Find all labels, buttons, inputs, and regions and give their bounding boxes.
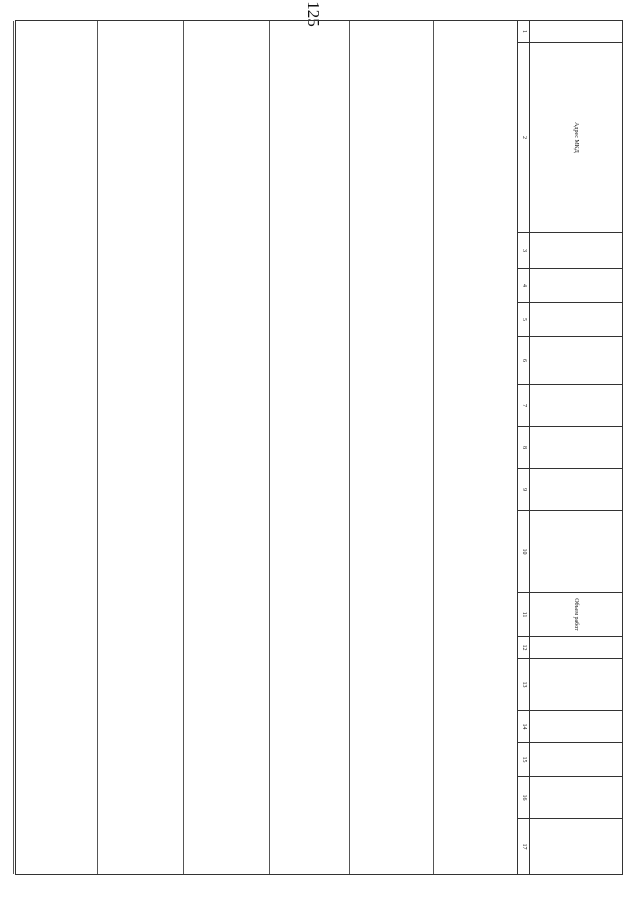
column-number: 12 xyxy=(518,637,530,659)
document-table xyxy=(15,20,623,875)
page-number: 125 xyxy=(303,1,323,27)
column-number: 8 xyxy=(518,427,530,469)
header-cell xyxy=(530,303,622,337)
header-cell xyxy=(530,819,622,874)
header-cell xyxy=(530,233,622,269)
column-number: 15 xyxy=(518,743,530,777)
column-number: 9 xyxy=(518,469,530,511)
header-cell xyxy=(530,511,622,593)
table-row-block xyxy=(183,21,270,874)
column-number-row xyxy=(517,21,530,874)
table-row-block xyxy=(13,21,98,874)
column-number: 11 xyxy=(518,593,530,637)
header-cell xyxy=(530,21,622,43)
column-number: 5 xyxy=(518,303,530,337)
column-number: 10 xyxy=(518,511,530,593)
header-cell xyxy=(530,427,622,469)
column-number: 6 xyxy=(518,337,530,385)
header-cell xyxy=(530,777,622,819)
column-number: 4 xyxy=(518,269,530,303)
column-number: 3 xyxy=(518,233,530,269)
header-cell: Адрес МКД xyxy=(530,43,622,233)
table-header-row xyxy=(529,21,622,874)
column-number: 17 xyxy=(521,843,527,850)
column-number: 14 xyxy=(518,711,530,743)
column-number: 1 xyxy=(518,21,530,43)
header-cell: Объем работ xyxy=(530,593,622,637)
column-number: 7 xyxy=(518,385,530,427)
header-cell xyxy=(530,711,622,743)
header-cell xyxy=(530,637,622,659)
table-row-block xyxy=(433,21,518,874)
header-cell xyxy=(530,385,622,427)
column-number: 13 xyxy=(518,659,530,711)
header-cell xyxy=(530,337,622,385)
header-cell xyxy=(530,659,622,711)
column-number: 16 xyxy=(518,777,530,819)
header-cell xyxy=(530,269,622,303)
header-cell xyxy=(530,743,622,777)
table-row-block xyxy=(97,21,184,874)
table-body xyxy=(16,21,518,874)
header-cell xyxy=(530,469,622,511)
table-row-block xyxy=(349,21,434,874)
column-number: 2 xyxy=(518,43,530,233)
table-row-block xyxy=(269,21,350,874)
